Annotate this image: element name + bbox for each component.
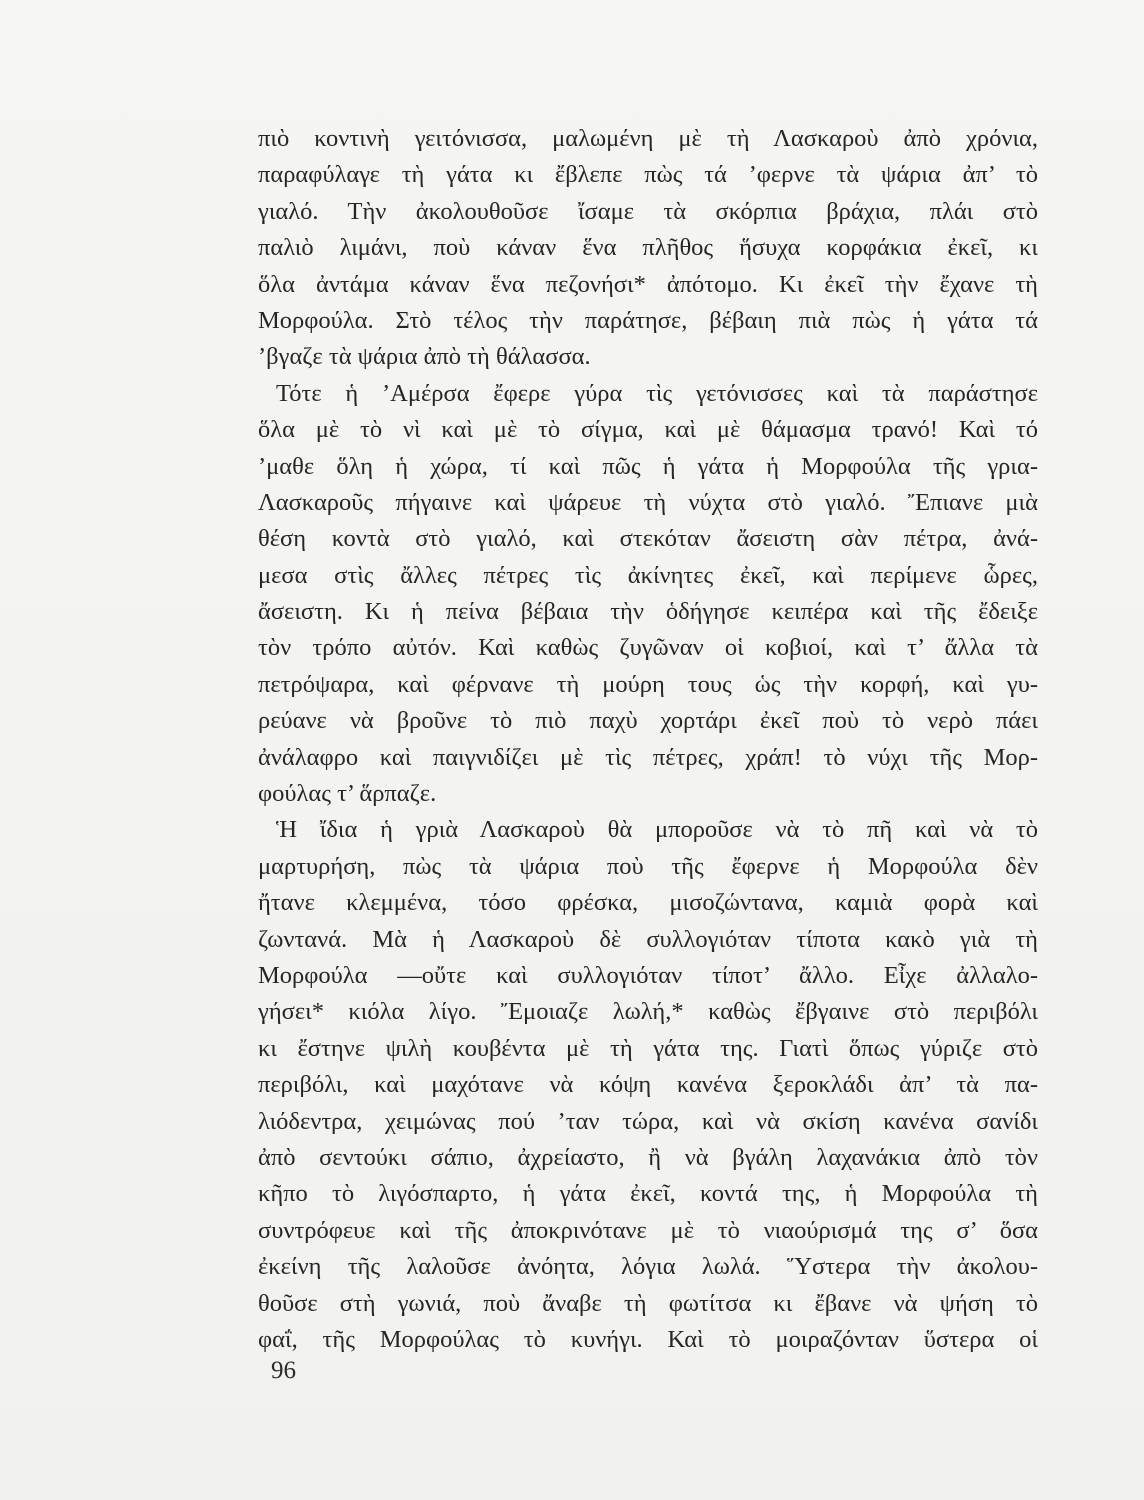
text-line: παλιὸ λιμάνι, ποὺ κάναν ἕνα πλῆθος ἥσυχα κορφάκια ἐκεῖ, κι bbox=[258, 234, 1038, 262]
text-line: ρεύανε νὰ βροῦνε τὸ πιὸ παχὺ χορτάρι ἐκεῖ ποὺ τὸ νερὸ πάει bbox=[258, 707, 1038, 735]
text-line: ὅλα ἀντάμα κάναν ἕνα πεζονήσι* ἀπότομο. Κι ἐκεῖ τὴν ἔχανε τὴ bbox=[258, 270, 1038, 298]
text-line: τὸν τρόπο αὐτόν. Καὶ καθὼς ζυγῶναν οἱ κοβιοί, καὶ τ’ ἄλλα τὰ bbox=[258, 634, 1038, 662]
text-line: γιαλό. Τὴν ἀκολουθοῦσε ἴσαμε τὰ σκόρπια βράχια, πλάι στὸ bbox=[258, 197, 1038, 225]
text-line: ’βγαζε τὰ ψάρια ἀπὸ τὴ θάλασσα. bbox=[258, 343, 591, 371]
text-line: μαρτυρήση, πὼς τὰ ψάρια ποὺ τῆς ἔφερνε ἡ Μορφούλα δὲν bbox=[258, 852, 1038, 880]
text-line: φαΐ, τῆς Μορφούλας τὸ κυνήγι. Καὶ τὸ μοιραζόνταν ὕστερα οἱ bbox=[258, 1325, 1038, 1353]
text-line: Λασκαροῦς πήγαινε καὶ ψάρευε τὴ νύχτα στὸ γιαλό. Ἔπιανε μιὰ bbox=[258, 488, 1038, 516]
text-line: ἄσειστη. Κι ἡ πείνα βέβαια τὴν ὁδήγησε κειπέρα καὶ τῆς ἔδειξε bbox=[258, 598, 1038, 626]
text-line: Τότε ἡ ’Αμέρσα ἔφερε γύρα τὶς γετόνισσες καὶ τὰ παράστησε bbox=[276, 379, 1038, 407]
text-line: ’μαθε ὅλη ἡ χώρα, τί καὶ πῶς ἡ γάτα ἡ Μορφούλα τῆς γρια- bbox=[258, 452, 1038, 480]
text-line: θέση κοντὰ στὸ γιαλό, καὶ στεκόταν ἄσειστη σὰν πέτρα, ἀνά- bbox=[258, 525, 1038, 553]
text-line: συντρόφευε καὶ τῆς ἀποκρινότανε μὲ τὸ νιαούρισμά της σ’ ὅσα bbox=[258, 1216, 1038, 1244]
text-line: παραφύλαγε τὴ γάτα κι ἔβλεπε πὼς τά ’φερνε τὰ ψάρια ἀπ’ τὸ bbox=[258, 161, 1038, 189]
text-line: ἤτανε κλεμμένα, τόσο φρέσκα, μισοζώντανα, καμιὰ φορὰ καὶ bbox=[258, 889, 1038, 917]
text-line: θοῦσε στὴ γωνιά, ποὺ ἄναβε τὴ φωτίτσα κι ἔβανε νὰ ψήση τὸ bbox=[258, 1289, 1038, 1317]
text-line: περιβόλι, καὶ μαχότανε νὰ κόψη κανένα ξεροκλάδι ἀπ’ τὰ πα- bbox=[258, 1071, 1038, 1099]
text-line: μεσα στὶς ἄλλες πέτρες τὶς ἀκίνητες ἐκεῖ, καὶ περίμενε ὧρες, bbox=[258, 561, 1038, 589]
text-line: πιὸ κοντινὴ γειτόνισσα, μαλωμένη μὲ τὴ Λασκαροὺ ἀπὸ χρόνια, bbox=[258, 125, 1038, 152]
text-line: ζωντανά. Μὰ ἡ Λασκαροὺ δὲ συλλογιόταν τίποτα κακὸ γιὰ τὴ bbox=[258, 925, 1038, 953]
text-line: ἐκείνη τῆς λαλοῦσε ἀνόητα, λόγια λωλά. Ὕστερα τὴν ἀκολου- bbox=[258, 1253, 1038, 1281]
text-line: ὅλα μὲ τὸ νὶ καὶ μὲ τὸ σίγμα, καὶ μὲ θάμασμα τρανό! Καὶ τό bbox=[258, 416, 1038, 444]
text-line: Μορφούλα. Στὸ τέλος τὴν παράτησε, βέβαιη πιὰ πὼς ἡ γάτα τά bbox=[258, 306, 1038, 334]
text-line: ἀνάλαφρο καὶ παιγνιδίζει μὲ τὶς πέτρες, χράπ! τὸ νύχι τῆς Μορ- bbox=[258, 743, 1038, 771]
text-line: Ἡ ἴδια ἡ γριὰ Λασκαροὺ θὰ μποροῦσε νὰ τὸ πῆ καὶ νὰ τὸ bbox=[276, 816, 1038, 844]
text-line: κι ἔστηνε ψιλὴ κουβέντα μὲ τὴ γάτα της. Γιατὶ ὅπως γύριζε στὸ bbox=[258, 1034, 1038, 1062]
text-line: Μορφούλα —οὔτε καὶ συλλογιόταν τίποτ’ ἄλλο. Εἶχε ἀλλαλο- bbox=[258, 961, 1038, 989]
text-line: κῆπο τὸ λιγόσπαρτο, ἡ γάτα ἐκεῖ, κοντά της, ἡ Μορφούλα τὴ bbox=[258, 1180, 1038, 1208]
text-line: γήσει* κιόλα λίγο. Ἔμοιαζε λωλή,* καθὼς ἔβγαινε στὸ περιβόλι bbox=[258, 998, 1038, 1026]
body-text bbox=[258, 121, 1038, 1358]
text-line: ἀπὸ σεντούκι σάπιο, ἀχρείαστο, ἢ νὰ βγάλη λαχανάκια ἀπὸ τὸν bbox=[258, 1143, 1038, 1171]
text-line: πετρόψαρα, καὶ φέρνανε τὴ μούρη τους ὡς τὴν κορφή, καὶ γυ- bbox=[258, 670, 1038, 698]
text-line: λιόδεντρα, χειμώνας πού ’ταν τώρα, καὶ νὰ σκίση κανένα σανίδι bbox=[258, 1107, 1038, 1135]
page-number: 96 bbox=[271, 1357, 296, 1384]
text-line: φούλας τ’ ἅρπαζε. bbox=[258, 780, 437, 808]
